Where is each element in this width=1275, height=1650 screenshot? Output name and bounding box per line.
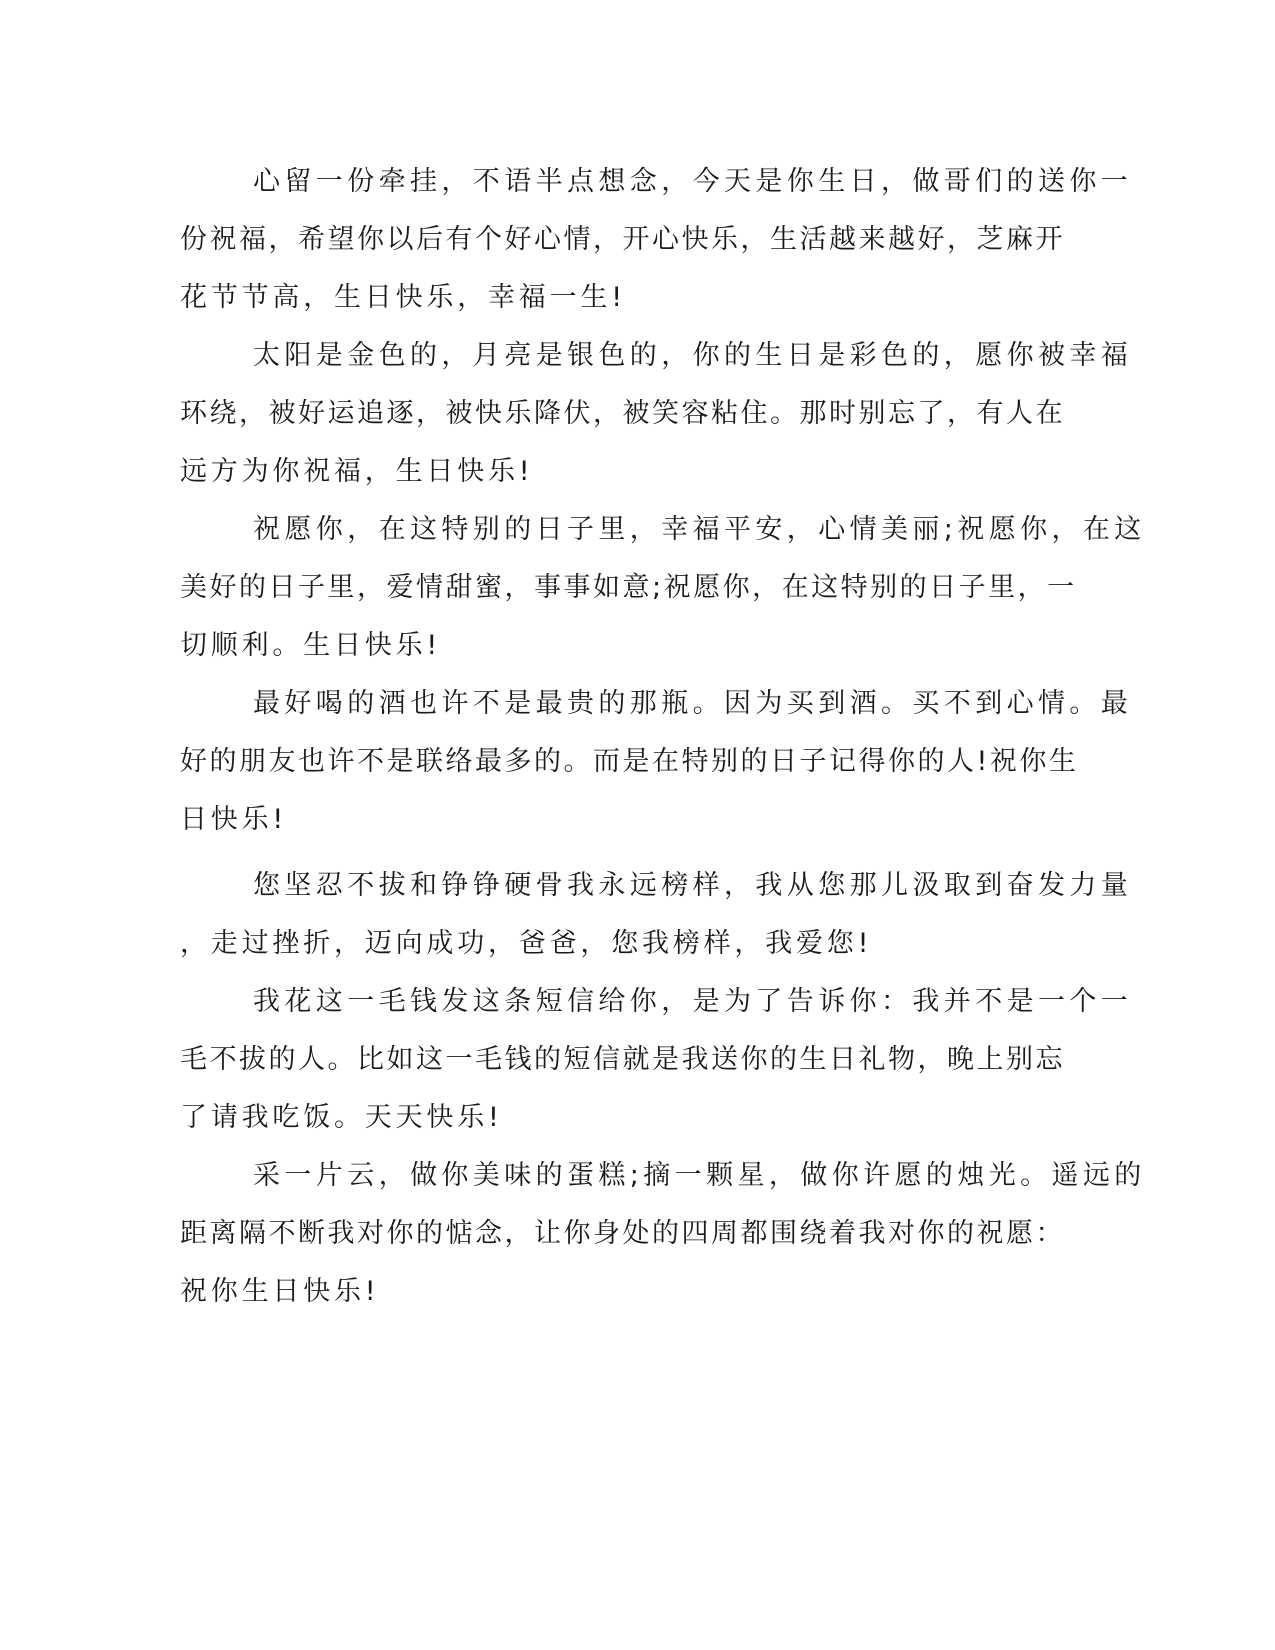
text-line: 好的朋友也许不是联络最多的。而是在特别的日子记得你的人!祝你生	[180, 746, 1079, 777]
text-line: 您坚忍不拔和铮铮硬骨我永远榜样，我从您那儿汲取到奋发力量	[253, 870, 1133, 901]
text-line: 采一片云，做你美味的蛋糕;摘一颗星，做你许愿的烛光。遥远的	[253, 1160, 1146, 1191]
text-line: 花节节高，生日快乐，幸福一生!	[180, 282, 626, 313]
text-line: 远方为你祝福，生日快乐!	[180, 456, 534, 487]
text-line: 祝你生日快乐!	[180, 1276, 380, 1307]
text-line: 心留一份牵挂，不语半点想念，今天是你生日，做哥们的送你一	[253, 166, 1133, 197]
text-line: 切顺利。生日快乐!	[180, 630, 442, 661]
text-line: 美好的日子里，爱情甜蜜，事事如意;祝愿你，在这特别的日子里，一	[180, 572, 1077, 603]
text-line: 份祝福，希望你以后有个好心情，开心快乐，生活越来越好，芝麻开	[180, 224, 1065, 255]
text-line: 了请我吃饭。天天快乐!	[180, 1102, 503, 1133]
text-line: ，走过挫折，迈向成功，爸爸，您我榜样，我爱您!	[180, 928, 873, 959]
text-line: 我花这一毛钱发这条短信给你，是为了告诉你：我并不是一个一	[253, 986, 1133, 1017]
text-line: 毛不拔的人。比如这一毛钱的短信就是我送你的生日礼物，晚上别忘	[180, 1044, 1065, 1075]
text-line: 距离隔不断我对你的惦念，让你身处的四周都围绕着我对你的祝愿：	[180, 1218, 1065, 1249]
text-line: 祝愿你，在这特别的日子里，幸福平安，心情美丽;祝愿你，在这	[253, 514, 1146, 545]
text-line: 最好喝的酒也许不是最贵的那瓶。因为买到酒。买不到心情。最	[253, 688, 1133, 719]
text-line: 环绕，被好运追逐，被快乐降伏，被笑容粘住。那时别忘了，有人在	[180, 398, 1065, 429]
text-line: 太阳是金色的，月亮是银色的，你的生日是彩色的，愿你被幸福	[253, 340, 1133, 371]
text-line: 日快乐!	[180, 804, 288, 835]
